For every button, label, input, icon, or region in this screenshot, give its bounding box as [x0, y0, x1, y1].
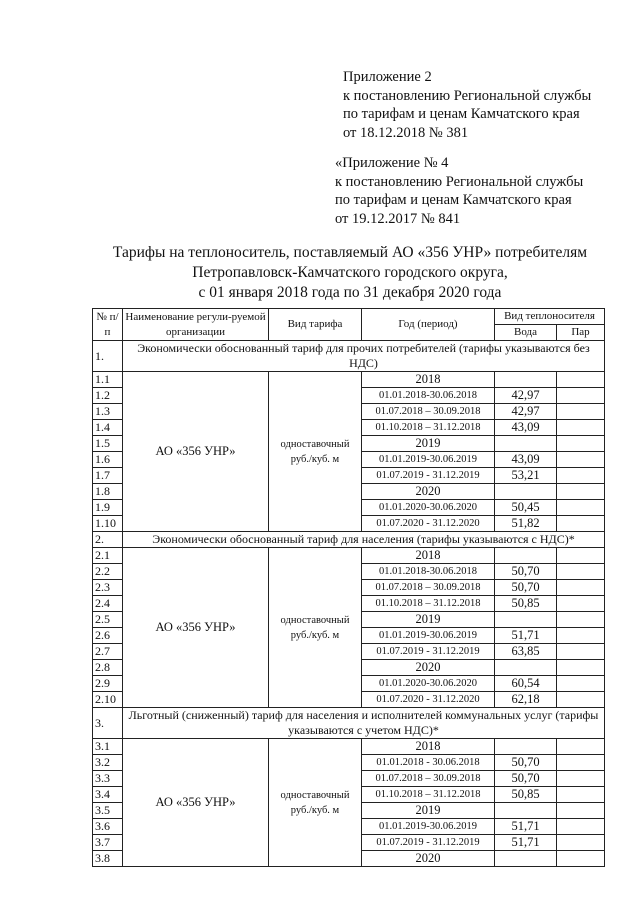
- steam-value: [557, 420, 605, 436]
- row-number: 1.4: [93, 420, 123, 436]
- appendix-current: [343, 68, 591, 142]
- row-number: 3.1: [93, 739, 123, 755]
- water-value: 50,70: [495, 580, 557, 596]
- tariff-table: [92, 308, 605, 867]
- water-value: 50,70: [495, 564, 557, 580]
- water-value: [495, 372, 557, 388]
- year-cell: 2019: [362, 803, 495, 819]
- water-value: [495, 739, 557, 755]
- section-header-row: [93, 341, 605, 372]
- row-number: 1.2: [93, 388, 123, 404]
- steam-value: [557, 819, 605, 835]
- header-period: Год (период): [362, 309, 495, 341]
- row-number: 1.9: [93, 500, 123, 516]
- row-number: 1.8: [93, 484, 123, 500]
- steam-value: [557, 771, 605, 787]
- water-value: [495, 660, 557, 676]
- steam-value: [557, 404, 605, 420]
- period-cell: 01.07.2020 - 31.12.2020: [362, 692, 495, 708]
- row-number: 1.6: [93, 452, 123, 468]
- appendix-line: Приложение 2: [343, 69, 432, 85]
- period-cell: 01.01.2018 - 30.06.2018: [362, 755, 495, 771]
- steam-value: [557, 436, 605, 452]
- period-cell: 01.01.2019-30.06.2019: [362, 628, 495, 644]
- period-cell: 01.07.2018 – 30.09.2018: [362, 580, 495, 596]
- water-value: [495, 803, 557, 819]
- steam-value: [557, 564, 605, 580]
- water-value: 42,97: [495, 404, 557, 420]
- table-row: [93, 739, 605, 755]
- appendix-line: «Приложение № 4: [335, 155, 449, 171]
- organization-name: АО «356 УНР»: [123, 739, 269, 867]
- water-value: 50,70: [495, 771, 557, 787]
- steam-value: [557, 388, 605, 404]
- steam-value: [557, 676, 605, 692]
- appendix-line: по тарифам и ценам Камчатского края: [335, 192, 572, 208]
- period-cell: 01.07.2019 - 31.12.2019: [362, 644, 495, 660]
- row-number: 2.3: [93, 580, 123, 596]
- steam-value: [557, 851, 605, 867]
- row-number: 3.5: [93, 803, 123, 819]
- water-value: 50,45: [495, 500, 557, 516]
- header-kind: Вид тарифа: [269, 309, 362, 341]
- row-number: 1.5: [93, 436, 123, 452]
- water-value: 50,70: [495, 755, 557, 771]
- steam-value: [557, 452, 605, 468]
- appendix-line: к постановлению Региональной службы: [343, 87, 592, 104]
- section-number: 2.: [93, 532, 123, 548]
- year-cell: 2018: [362, 739, 495, 755]
- water-value: 51,71: [495, 835, 557, 851]
- steam-value: [557, 755, 605, 771]
- water-value: 42,97: [495, 388, 557, 404]
- row-number: 2.6: [93, 628, 123, 644]
- period-cell: 01.10.2018 – 31.12.2018: [362, 420, 495, 436]
- header-steam: Пар: [557, 325, 605, 341]
- steam-value: [557, 660, 605, 676]
- steam-value: [557, 644, 605, 660]
- appendix-line: к постановлению Региональной службы: [335, 173, 584, 190]
- period-cell: 01.07.2019 - 31.12.2019: [362, 835, 495, 851]
- steam-value: [557, 516, 605, 532]
- header-org: Наименование регули-руемой организации: [123, 309, 269, 341]
- water-value: [495, 548, 557, 564]
- tariff-kind: одноставочный руб./куб. м: [269, 372, 362, 532]
- steam-value: [557, 500, 605, 516]
- steam-value: [557, 484, 605, 500]
- header-water: Вода: [495, 325, 557, 341]
- water-value: 53,21: [495, 468, 557, 484]
- period-cell: 01.01.2018-30.06.2018: [362, 564, 495, 580]
- steam-value: [557, 596, 605, 612]
- year-cell: 2019: [362, 436, 495, 452]
- section-header-row: [93, 532, 605, 548]
- water-value: 50,85: [495, 596, 557, 612]
- appendix-amended: [335, 154, 583, 228]
- period-cell: 01.07.2020 - 31.12.2020: [362, 516, 495, 532]
- section-header-row: [93, 708, 605, 739]
- period-cell: 01.07.2018 – 30.09.2018: [362, 404, 495, 420]
- row-number: 3.3: [93, 771, 123, 787]
- steam-value: [557, 612, 605, 628]
- section-title: Экономически обоснованный тариф для прочих потребителей (тарифы указываются без НДС): [123, 341, 605, 372]
- steam-value: [557, 580, 605, 596]
- steam-value: [557, 835, 605, 851]
- water-value: 43,09: [495, 420, 557, 436]
- header-carrier: Вид теплоносителя: [495, 309, 605, 325]
- appendix-line: по тарифам и ценам Камчатского края: [343, 106, 580, 122]
- section-title: Экономически обоснованный тариф для населения (тарифы указываются с НДС)*: [123, 532, 605, 548]
- water-value: [495, 612, 557, 628]
- row-number: 2.5: [93, 612, 123, 628]
- section-number: 1.: [93, 341, 123, 372]
- period-cell: 01.10.2018 – 31.12.2018: [362, 596, 495, 612]
- water-value: 51,71: [495, 628, 557, 644]
- year-cell: 2020: [362, 660, 495, 676]
- header-num: № п/п: [93, 309, 123, 341]
- year-cell: 2018: [362, 548, 495, 564]
- row-number: 2.9: [93, 676, 123, 692]
- year-cell: 2020: [362, 484, 495, 500]
- row-number: 2.4: [93, 596, 123, 612]
- row-number: 2.7: [93, 644, 123, 660]
- row-number: 2.2: [93, 564, 123, 580]
- section-title: Льготный (сниженный) тариф для населения и исполнителей коммунальных услуг (тарифы указываются с учетом НДС)*: [123, 708, 605, 739]
- row-number: 1.10: [93, 516, 123, 532]
- period-cell: 01.10.2018 – 31.12.2018: [362, 787, 495, 803]
- water-value: [495, 436, 557, 452]
- organization-name: АО «356 УНР»: [123, 548, 269, 708]
- steam-value: [557, 548, 605, 564]
- water-value: [495, 484, 557, 500]
- tariff-kind: одноставочный руб./куб. м: [269, 548, 362, 708]
- period-cell: 01.07.2019 - 31.12.2019: [362, 468, 495, 484]
- appendix-line: от 19.12.2017 № 841: [335, 210, 461, 227]
- steam-value: [557, 803, 605, 819]
- steam-value: [557, 787, 605, 803]
- year-cell: 2018: [362, 372, 495, 388]
- water-value: 50,85: [495, 787, 557, 803]
- period-cell: 01.01.2018-30.06.2018: [362, 388, 495, 404]
- title-line: Тарифы на теплоноситель, поставляемый АО «356 УНР» потребителям: [112, 244, 588, 261]
- row-number: 1.1: [93, 372, 123, 388]
- row-number: 3.7: [93, 835, 123, 851]
- water-value: 62,18: [495, 692, 557, 708]
- water-value: 51,82: [495, 516, 557, 532]
- steam-value: [557, 372, 605, 388]
- period-cell: 01.01.2019-30.06.2019: [362, 452, 495, 468]
- row-number: 1.7: [93, 468, 123, 484]
- title-line: Петропавловск-Камчатского городского округа,: [192, 264, 508, 281]
- row-number: 2.8: [93, 660, 123, 676]
- tariff-kind: одноставочный руб./куб. м: [269, 739, 362, 867]
- title-line: с 01 января 2018 года по 31 декабря 2020 года: [198, 284, 502, 301]
- row-number: 2.10: [93, 692, 123, 708]
- appendix-line: от 18.12.2018 № 381: [343, 124, 469, 141]
- steam-value: [557, 739, 605, 755]
- row-number: 3.4: [93, 787, 123, 803]
- water-value: 43,09: [495, 452, 557, 468]
- year-cell: 2019: [362, 612, 495, 628]
- water-value: [495, 851, 557, 867]
- table-row: [93, 372, 605, 388]
- steam-value: [557, 692, 605, 708]
- table-row: [93, 548, 605, 564]
- period-cell: 01.07.2018 – 30.09.2018: [362, 771, 495, 787]
- organization-name: АО «356 УНР»: [123, 372, 269, 532]
- document-title: [80, 243, 620, 303]
- steam-value: [557, 468, 605, 484]
- row-number: 2.1: [93, 548, 123, 564]
- year-cell: 2020: [362, 851, 495, 867]
- water-value: 51,71: [495, 819, 557, 835]
- row-number: 3.8: [93, 851, 123, 867]
- row-number: 3.2: [93, 755, 123, 771]
- water-value: 60,54: [495, 676, 557, 692]
- section-number: 3.: [93, 708, 123, 739]
- period-cell: 01.01.2019-30.06.2019: [362, 819, 495, 835]
- water-value: 63,85: [495, 644, 557, 660]
- period-cell: 01.01.2020-30.06.2020: [362, 500, 495, 516]
- row-number: 1.3: [93, 404, 123, 420]
- row-number: 3.6: [93, 819, 123, 835]
- steam-value: [557, 628, 605, 644]
- period-cell: 01.01.2020-30.06.2020: [362, 676, 495, 692]
